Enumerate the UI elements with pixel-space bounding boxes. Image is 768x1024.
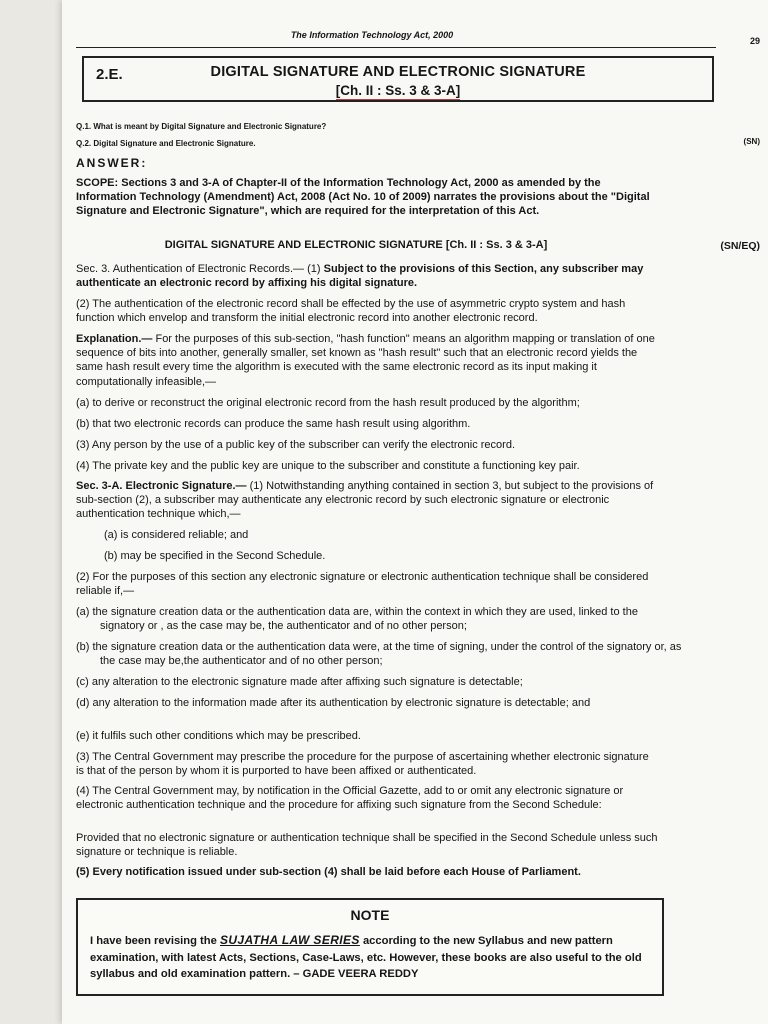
sec3a-text: (1) Notwithstanding anything contained in section 3, but subject to the provisions of sub-section (2), a subscriber may authenticate any electronic record by such electronic signature or electronic authentication technique which,— <box>76 480 654 521</box>
sec3a-subsection-1 <box>76 479 658 522</box>
page-number: 29 <box>749 36 760 46</box>
sec3-subsection-4: (4) The private key and the public key are unique to the subscriber and constitute a functioning key pair. <box>76 460 580 472</box>
sec3-text: Subject to the provisions of this Section, any subscriber may authenticate an electronic record by affixing his digital signature. <box>76 263 644 290</box>
sec3a-item-b: (b) may be specified in the Second Schedule. <box>104 550 326 562</box>
sec3a-subsection-4: (4) The Central Government may, by notification in the Official Gazette, add to or omit any electronic signature or electronic authentication technique and the procedure for affixing such signature from the Second Schedule: <box>76 785 624 812</box>
note-text-after: according to the new Syllabus and new pattern examination, with latest Acts, Sections, Case-Laws, etc. However, these books are also useful to the old syllabus and old examination pattern. <box>90 935 642 980</box>
note-text-before: I have been revising the <box>90 935 217 947</box>
explanation-label: Explanation.— <box>76 333 153 345</box>
sec3a-sub2-item-d: (d) any alteration to the information made after its authentication by electronic signature is detectable; and <box>76 697 591 709</box>
sec3-subsection-2: (2) The authentication of the electronic record shall be effected by the use of asymmetric crypto system and hash function which envelop and transform the initial electronic record into another electronic record. <box>76 298 626 325</box>
explanation-text: For the purposes of this sub-section, "hash function" means an algorithm mapping or translation of one sequence of bits into another, generally smaller, set known as "hash result" such that an electronic record yields the same hash result every time the algorithm is executed with the same electronic record as its input making it computationally infeasible,— <box>76 333 655 388</box>
document-page <box>62 0 768 1024</box>
scope-paragraph <box>76 176 658 219</box>
section-subtitle-text: [Ch. II : Ss. 3 & 3-A] <box>335 83 461 98</box>
sec3a-sub2-item-e: (e) it fulfils such other conditions which may be prescribed. <box>76 730 361 742</box>
sec3a-subsection-2: (2) For the purposes of this section any electronic signature or electronic authentication technique shall be considered reliable if,— <box>76 571 649 598</box>
subheading: DIGITAL SIGNATURE AND ELECTRONIC SIGNATURE [Ch. II : Ss. 3 & 3-A] <box>164 239 548 251</box>
sec3a-head: Sec. 3-A. Electronic Signature.— <box>76 480 247 492</box>
running-title: The Information Technology Act, 2000 <box>290 30 454 40</box>
sec3-head: Sec. 3. Authentication of Electronic Records.— (1) <box>76 263 321 275</box>
note-box <box>76 898 664 996</box>
sec3-subsection-1 <box>76 262 658 290</box>
series-name: SUJATHA LAW SERIES <box>219 933 360 947</box>
scope-label: SCOPE: <box>76 177 119 189</box>
section-subtitle <box>84 83 712 98</box>
section-number: 2.E. <box>96 66 123 83</box>
section-title-box <box>82 56 714 102</box>
sec3a-subsection-5: (5) Every notification issued under sub-section (4) shall be laid before each House of Parliament. <box>76 866 581 878</box>
answer-label: ANSWER: <box>76 156 148 170</box>
question-2: Q.2. Digital Signature and Electronic Signature. <box>76 139 256 148</box>
sec3a-sub2-item-c: (c) any alteration to the electronic signature made after affixing such signature is detectable; <box>76 676 523 688</box>
sec3a-subsection-3: (3) The Central Government may prescribe the procedure for the purpose of ascertaining whether electronic signature is that of the person by whom it is purported to have been affixed or authenticated. <box>76 751 649 778</box>
sec3-item-a: (a) to derive or reconstruct the original electronic record from the hash result produced by the algorithm; <box>76 397 580 409</box>
sec3a-sub2-item-b: (b) the signature creation data or the authentication data were, at the time of signing, under the control of the signatory or, as the case may be,the authenticator and of no other person; <box>76 641 682 668</box>
sec3a-item-a: (a) is considered reliable; and <box>104 529 249 541</box>
sec3-item-b: (b) that two electronic records can produce the same hash result using algorithm. <box>76 418 471 430</box>
subheading-tag: (SN/EQ) <box>720 240 760 252</box>
question-1: Q.1. What is meant by Digital Signature and Electronic Signature? <box>76 122 327 131</box>
note-text <box>90 932 652 983</box>
sec3-subsection-3: (3) Any person by the use of a public key of the subscriber can verify the electronic record. <box>76 439 516 451</box>
scope-text: Sections 3 and 3-A of Chapter-II of the Information Technology Act, 2000 as amended by the Information Technology (Amendment) Act, 2008 (Act No. 10 of 2009) narrates the provisions about the "Digital Signature and Electronic Signature", which are required for the interpretation of this Act. <box>76 177 650 218</box>
sec3a-sub2-item-a: (a) the signature creation data or the authentication data are, within the context in which they are used, linked to the signatory or , as the case may be, the authenticator and of no other person; <box>76 606 638 633</box>
note-signature: – GADE VEERA REDDY <box>293 968 419 980</box>
header-rule <box>76 47 716 48</box>
sec3a-proviso: Provided that no electronic signature or authentication technique shall be specified in the Second Schedule unless such signature or technique is reliable. <box>76 832 658 859</box>
sec3-explanation <box>76 332 658 389</box>
note-title: NOTE <box>350 907 390 923</box>
section-title: DIGITAL SIGNATURE AND ELECTRONIC SIGNATURE <box>210 64 586 80</box>
q2-tag: (SN) <box>743 137 760 146</box>
